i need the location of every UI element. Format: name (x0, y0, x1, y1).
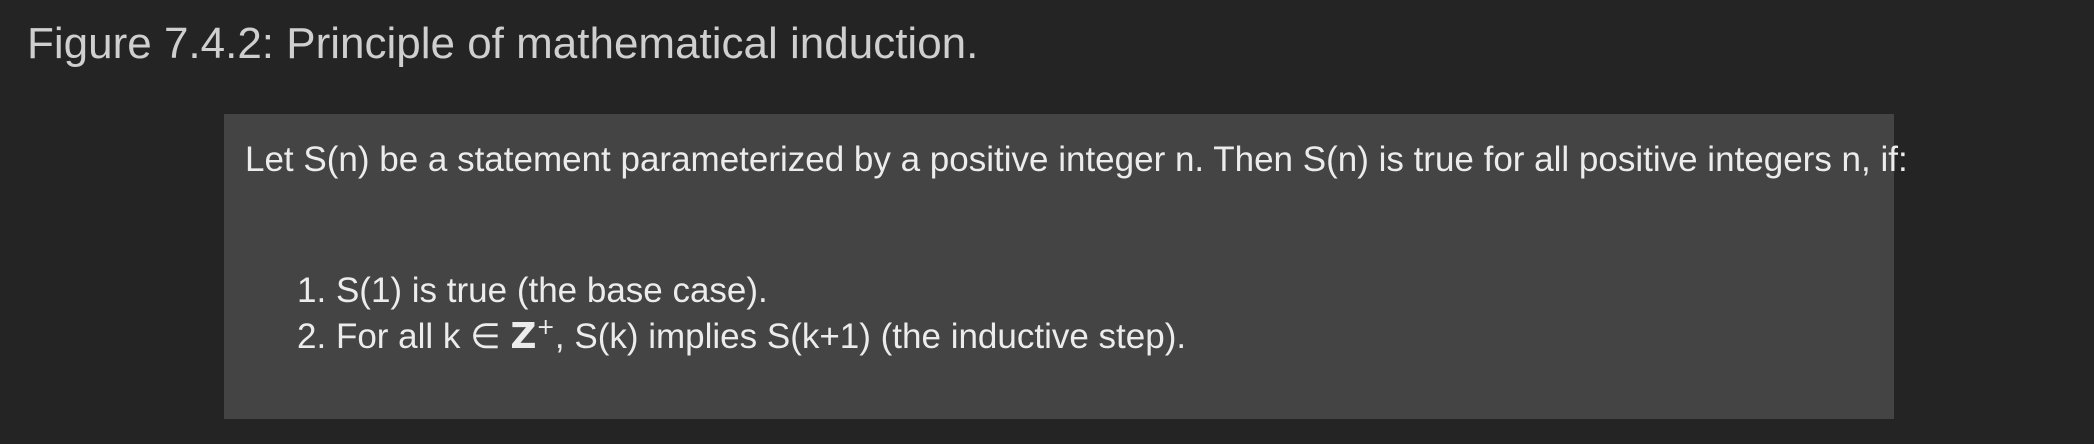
theorem-intro: Let S(n) be a statement parameterized by a positive integer n. Then S(n) is true for all positive integers n, if: (245, 140, 1908, 179)
set-superscript: + (536, 315, 555, 340)
positive-integers-symbol (510, 316, 555, 357)
step-number: 1. (297, 271, 327, 310)
step-item-base-case (297, 268, 1186, 314)
step-text-pre: For all k ∈ (335, 317, 501, 356)
figure-title: Figure 7.4.2: Principle of mathematical induction. (27, 19, 979, 68)
set-symbol: Z (510, 316, 537, 357)
step-number: 2. (297, 317, 327, 356)
step-text: S(1) is true (the base case). (335, 271, 768, 310)
step-list (297, 268, 1186, 360)
theorem-box (224, 114, 1908, 419)
step-text-post: , S(k) implies S(k+1) (the inductive step). (554, 317, 1187, 356)
step-item-inductive-step (297, 314, 1186, 360)
